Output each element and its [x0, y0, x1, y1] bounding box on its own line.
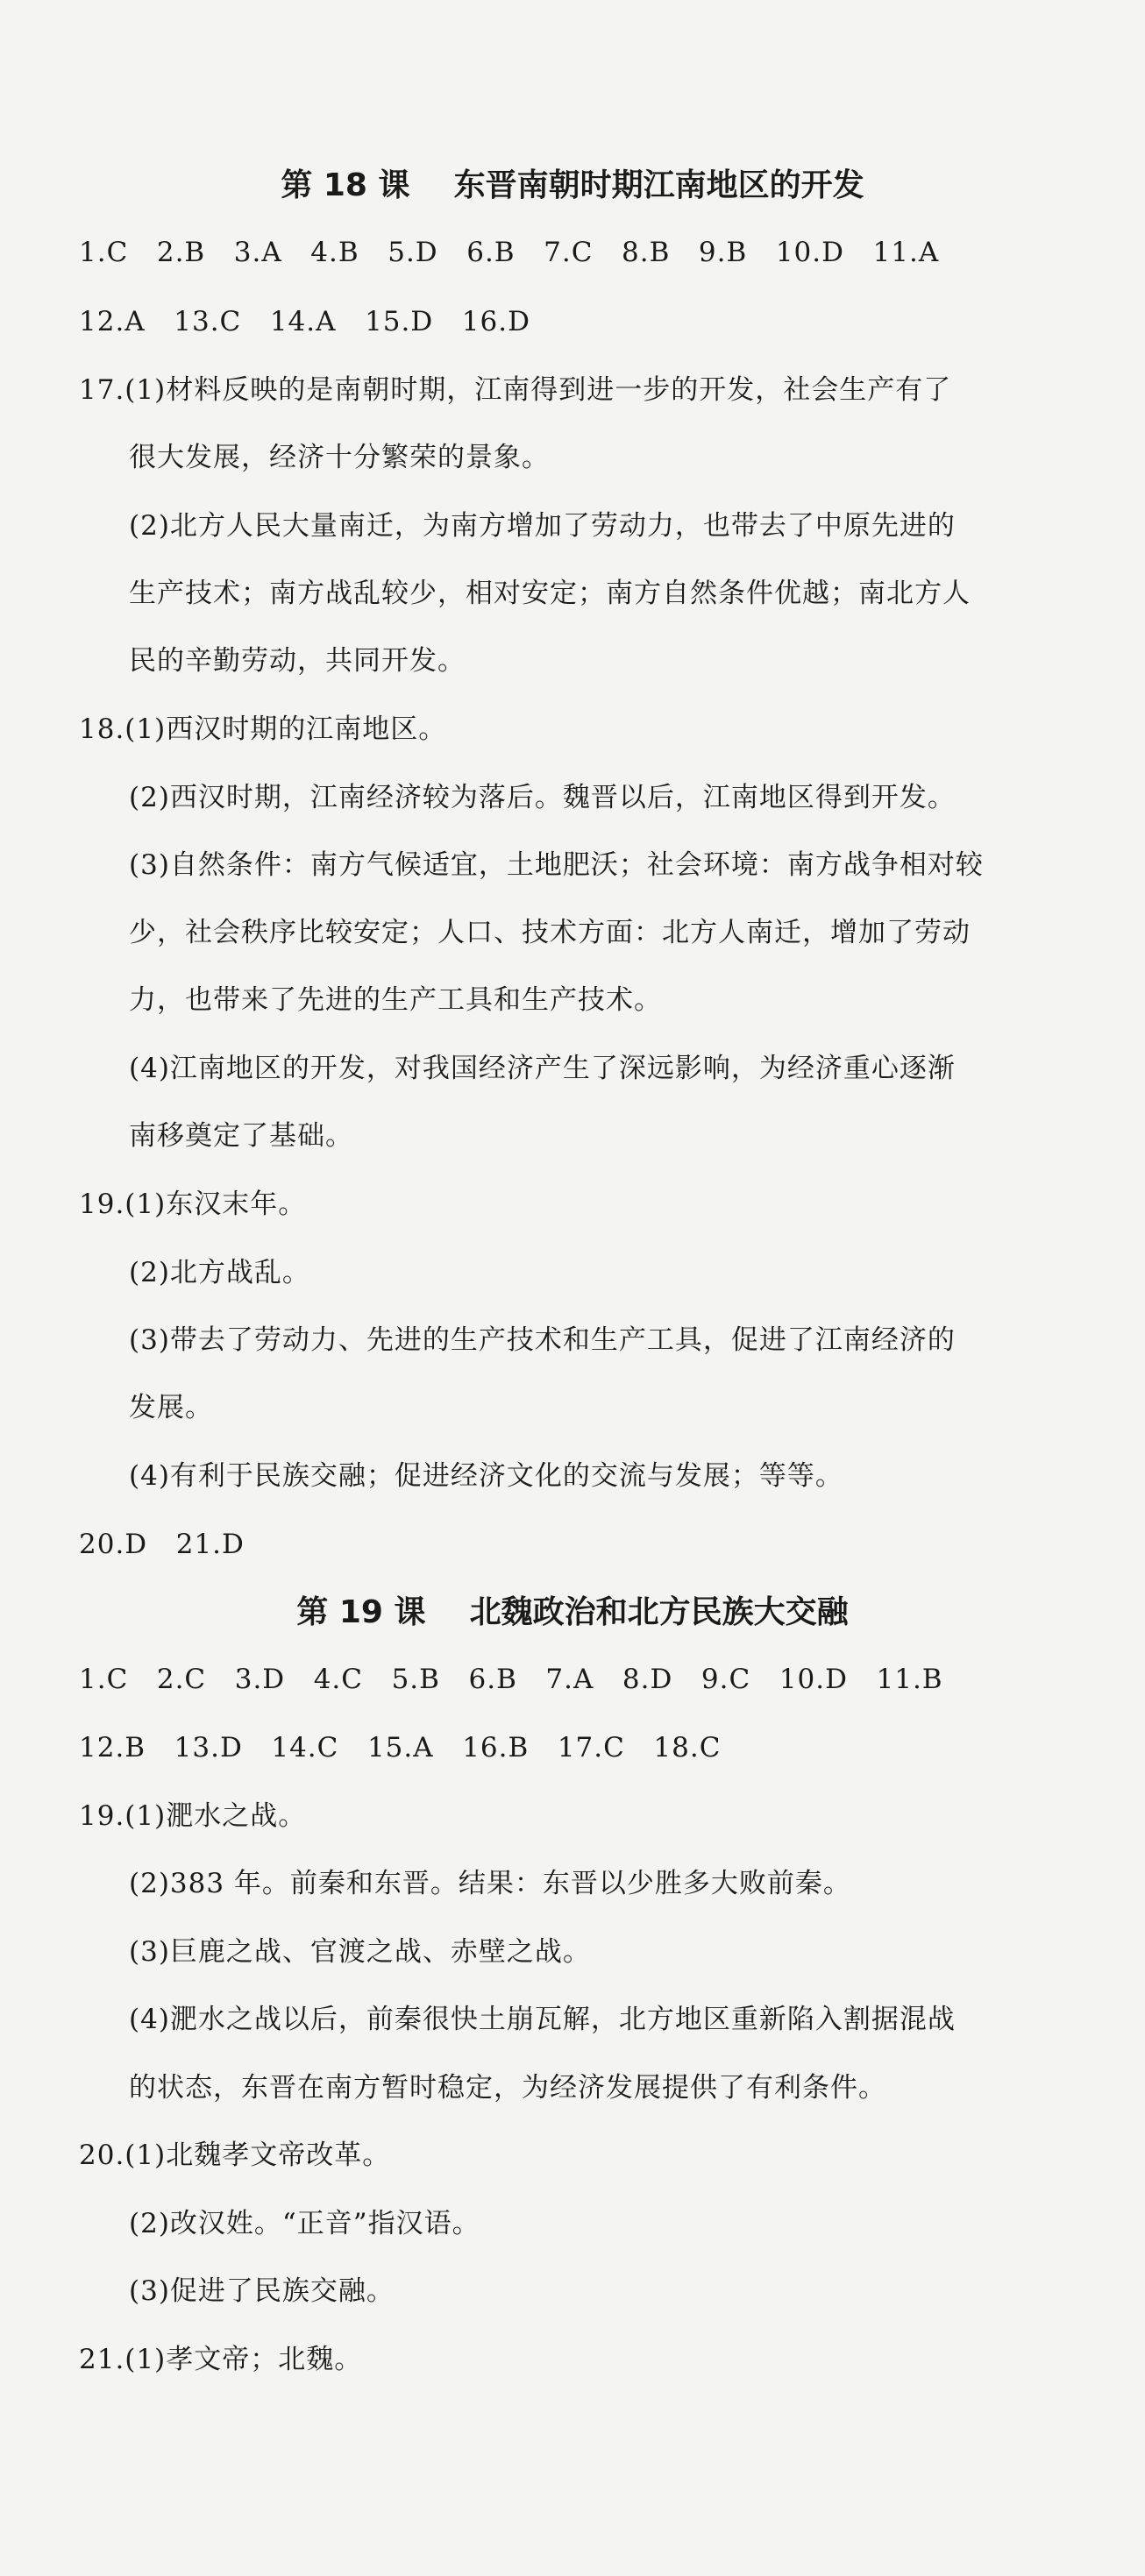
- lesson-18-q17-line: (2)北方人民大量南迁，为南方增加了劳动力，也带去了中原先进的: [129, 510, 956, 542]
- lesson-18-q18-line: (4)江南地区的开发，对我国经济产生了深远影响，为经济重心逐渐: [129, 1053, 956, 1084]
- lesson-18-q18-line: (2)西汉时期，江南经济较为落后。魏晋以后，江南地区得到开发。: [129, 782, 956, 813]
- lesson-18-q18-line: 力，也带来了先进的生产工具和生产技术。: [129, 984, 662, 1016]
- lesson-18-q18-line: 18.(1)西汉时期的江南地区。: [79, 713, 447, 745]
- lesson-18-q17-line: 民的辛勤劳动，共同开发。: [129, 645, 466, 677]
- lesson-19-q19-line: (4)淝水之战以后，前秦很快土崩瓦解，北方地区重新陷入割据混战: [129, 2004, 956, 2035]
- lesson-18-title: 第 18 课 东晋南朝时期江南地区的开发: [281, 167, 864, 203]
- lesson-18-mc-row-1: 1.C 2.B 3.A 4.B 5.D 6.B 7.C 8.B 9.B 10.D 11.A: [79, 237, 940, 268]
- lesson-18-q19-line: (4)有利于民族交融；促进经济文化的交流与发展；等等。: [129, 1460, 843, 1492]
- lesson-19-q20-line: (2)改汉姓。“正音”指汉语。: [129, 2208, 480, 2239]
- lesson-18-q18-line: 南移奠定了基础。: [129, 1120, 353, 1152]
- lesson-19-mc-row-1: 1.C 2.C 3.D 4.C 5.B 6.B 7.A 8.D 9.C 10.D 11.B: [79, 1664, 943, 1695]
- lesson-18-q17-line: 很大发展，经济十分繁荣的景象。: [129, 442, 550, 473]
- lesson-18-q20-21: 20.D 21.D: [79, 1529, 245, 1560]
- lesson-18-q18-line: (3)自然条件：南方气候适宜，土地肥沃；社会环境：南方战争相对较: [129, 849, 984, 881]
- lesson-19-q19-line: 19.(1)淝水之战。: [79, 1800, 307, 1832]
- lesson-18-q17-line: 17.(1)材料反映的是南朝时期，江南得到进一步的开发，社会生产有了: [79, 374, 952, 406]
- lesson-19-q19-line: (2)383 年。前秦和东晋。结果：东晋以少胜多大败前秦。: [129, 1868, 851, 1899]
- lesson-19-q19-line: 的状态，东晋在南方暂时稳定，为经济发展提供了有利条件。: [129, 2072, 886, 2104]
- lesson-19-q19-line: (3)巨鹿之战、官渡之战、赤壁之战。: [129, 1936, 591, 1968]
- lesson-18-mc-row-2: 12.A 13.C 14.A 15.D 16.D: [79, 306, 530, 337]
- lesson-19-q21-line: 21.(1)孝文帝；北魏。: [79, 2344, 363, 2375]
- lesson-18-q19-line: (2)北方战乱。: [129, 1257, 310, 1288]
- lesson-18-q19-line: 发展。: [129, 1392, 213, 1423]
- lesson-19-q20-line: 20.(1)北魏孝文帝改革。: [79, 2140, 391, 2171]
- lesson-19-mc-row-2: 12.B 13.D 14.C 15.A 16.B 17.C 18.C: [79, 1732, 722, 1763]
- lesson-18-q17-line: 生产技术；南方战乱较少，相对安定；南方自然条件优越；南北方人: [129, 578, 971, 609]
- lesson-18-q18-line: 少，社会秩序比较安定；人口、技术方面：北方人南迁，增加了劳动: [129, 917, 971, 948]
- lesson-18-q19-line: (3)带去了劳动力、先进的生产技术和生产工具，促进了江南经济的: [129, 1324, 956, 1356]
- lesson-19-q20-line: (3)促进了民族交融。: [129, 2275, 395, 2307]
- lesson-18-q19-line: 19.(1)东汉末年。: [79, 1189, 307, 1220]
- lesson-19-title: 第 19 课 北魏政治和北方民族大交融: [296, 1594, 849, 1630]
